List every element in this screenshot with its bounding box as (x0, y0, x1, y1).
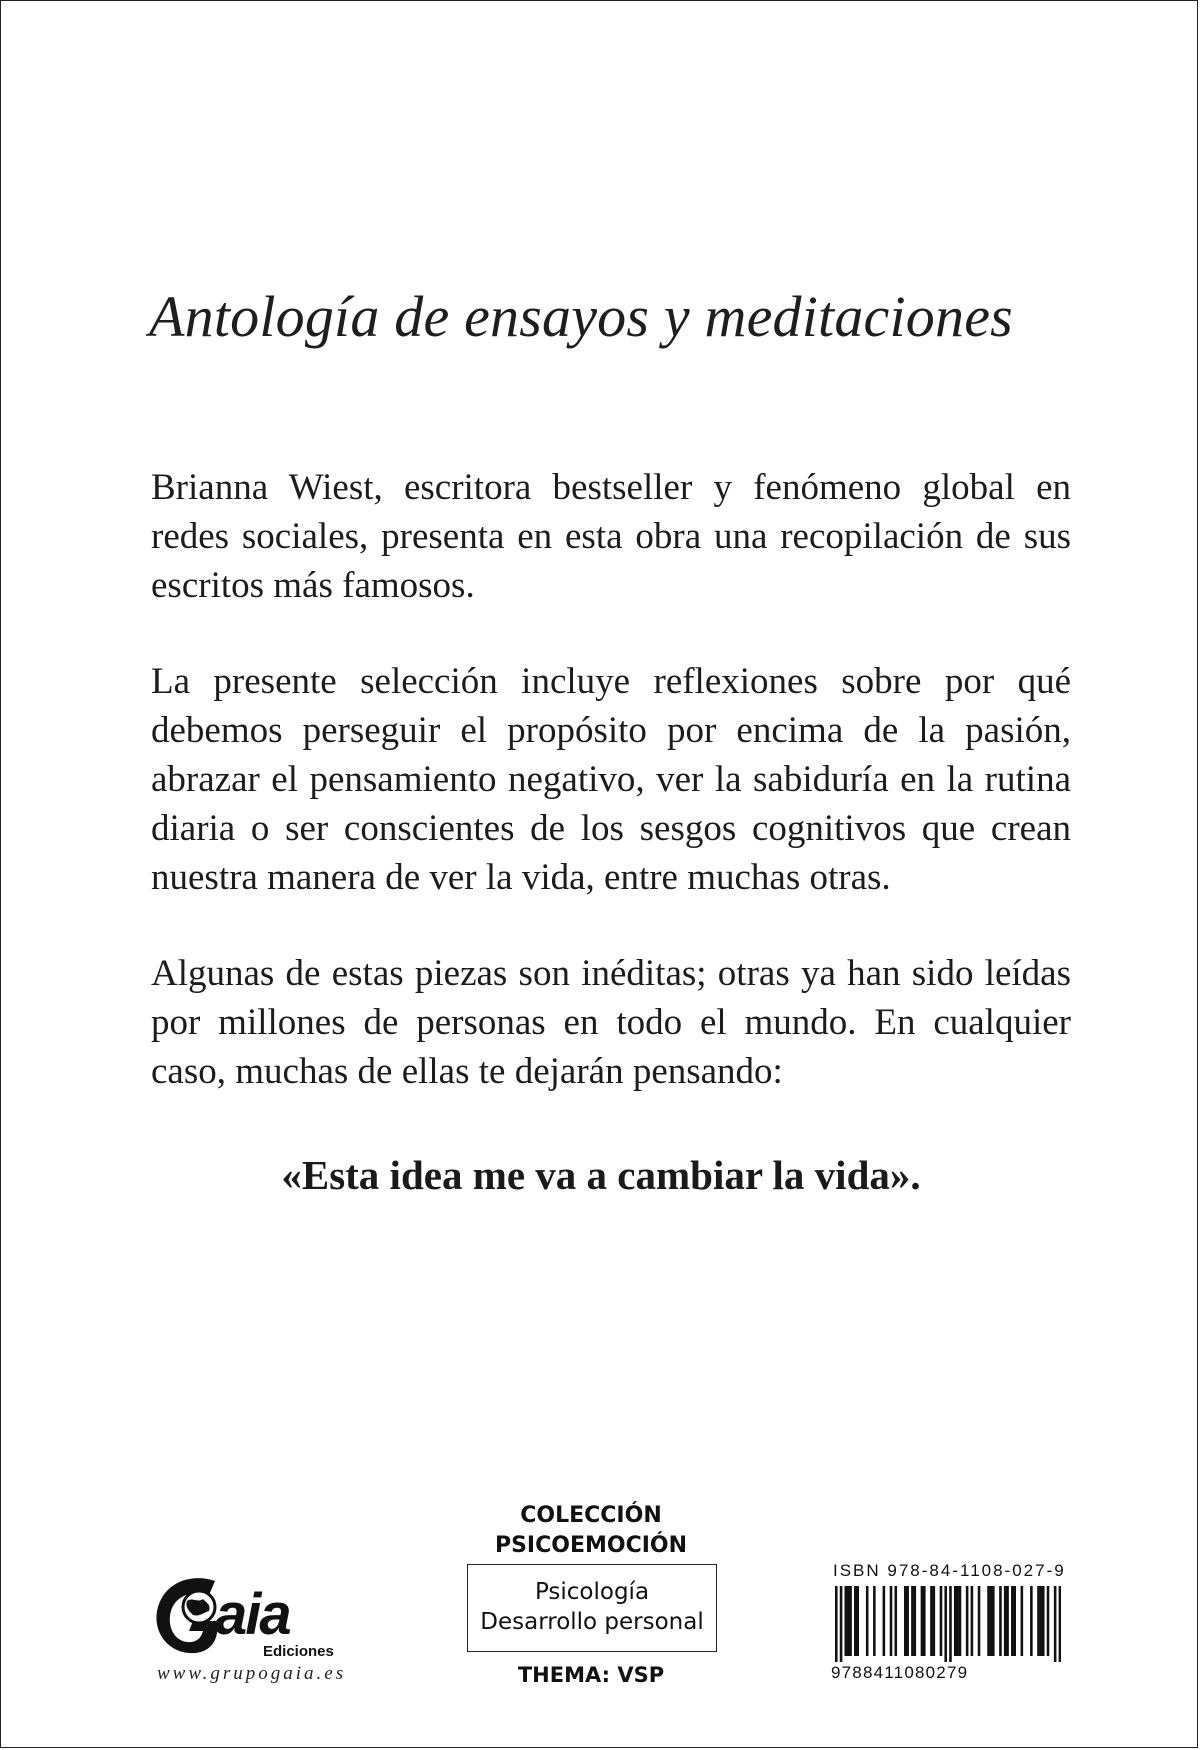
barcode-bar (999, 1586, 1002, 1656)
barcode-bar (894, 1586, 897, 1656)
book-subtitle: Antología de ensayos y meditaciones (149, 284, 1013, 349)
barcode-bar (849, 1586, 852, 1656)
barcode-bar (1054, 1586, 1057, 1662)
barcode-bar (847, 1586, 850, 1656)
isbn-label: ISBN 978-84-1108-027-9 (833, 1561, 1066, 1580)
genre-box (467, 1564, 717, 1652)
genre-1: Psicología (534, 1579, 650, 1605)
collection-line-1: COLECCIÓN (520, 1503, 662, 1528)
barcode-bar (883, 1586, 886, 1656)
blurb-paragraph-1: Brianna Wiest, escritora bestseller y fenómeno global en redes sociales, presenta en esta obra una recopilación de sus escritos más famosos. (151, 467, 1071, 606)
barcode-bar (940, 1586, 943, 1656)
ean-digits: 9788411080279 (831, 1663, 969, 1682)
barcode-bar (1013, 1586, 1016, 1656)
barcode-bar (840, 1586, 843, 1662)
barcode-bar (959, 1586, 962, 1656)
barcode-bar (1042, 1586, 1045, 1656)
blurb (151, 463, 1071, 1143)
barcode-bar (1030, 1586, 1033, 1656)
barcode-bar (956, 1586, 959, 1656)
thema-code: THEMA: VSP (517, 1663, 665, 1687)
barcode-bar (866, 1586, 869, 1656)
barcode-bar (930, 1586, 933, 1656)
barcode-bar (1040, 1586, 1043, 1656)
barcode-bar (835, 1586, 838, 1662)
barcode-bar (992, 1586, 995, 1656)
barcode-bar (845, 1586, 848, 1656)
barcode-bar (966, 1586, 969, 1656)
blurb-paragraph-3: Algunas de estas piezas son inéditas; otras ya han sido leídas por millones de personas en todo el mundo. En cualquier caso, muchas de ellas te dejarán pensando: (151, 953, 1071, 1092)
publisher-website: www.grupogaia.es (157, 1663, 347, 1684)
barcode-bar (921, 1586, 924, 1656)
collection-title (421, 1501, 761, 1561)
barcode-bar (1059, 1586, 1061, 1662)
barcode-bar (854, 1586, 857, 1656)
barcode-bar (971, 1586, 974, 1656)
barcode-bar (923, 1586, 926, 1656)
barcode-bar (1037, 1586, 1040, 1656)
barcode-bar (987, 1586, 990, 1656)
barcode-bar (944, 1586, 947, 1662)
barcode-bar (1011, 1586, 1014, 1656)
barcode-bar (911, 1586, 914, 1656)
blurb-paragraph-2: La presente selección incluye reflexiones sobre por qué debemos perseguir el propósito por encima de la pasión, abrazar el pensamiento negativo, ver la sabiduría en la rutina diaria o ser conscientes de los sesgos cognitivos que crean nuestra manera de ver la vida, entre muchas otras. (151, 661, 1071, 898)
logo-subtitle: Ediciones (263, 1643, 334, 1660)
barcode-bar (873, 1586, 876, 1656)
barcode-bar (1021, 1586, 1024, 1656)
logo-wordmark: aia (215, 1582, 290, 1647)
barcode-bar (856, 1586, 859, 1656)
barcode-bar (990, 1586, 993, 1656)
barcode-bar (1004, 1586, 1007, 1656)
barcode-bar (890, 1586, 893, 1656)
barcode-bar (954, 1586, 957, 1656)
barcode (835, 1586, 1061, 1662)
barcode-bar (1047, 1586, 1050, 1656)
barcode-bar (949, 1586, 952, 1662)
barcode-bar (1006, 1586, 1009, 1656)
barcode-bar (904, 1586, 907, 1656)
collection-line-2: PSICOEMOCIÓN (494, 1533, 688, 1558)
barcode-bar (906, 1586, 909, 1656)
barcode-bar (933, 1586, 936, 1656)
publisher-logo (153, 1573, 373, 1663)
barcode-bar (978, 1586, 981, 1656)
barcode-bar (914, 1586, 917, 1656)
pull-quote: «Esta idea me va a cambiar la vida». (281, 1152, 921, 1198)
genre-2: Desarrollo personal (480, 1609, 704, 1635)
